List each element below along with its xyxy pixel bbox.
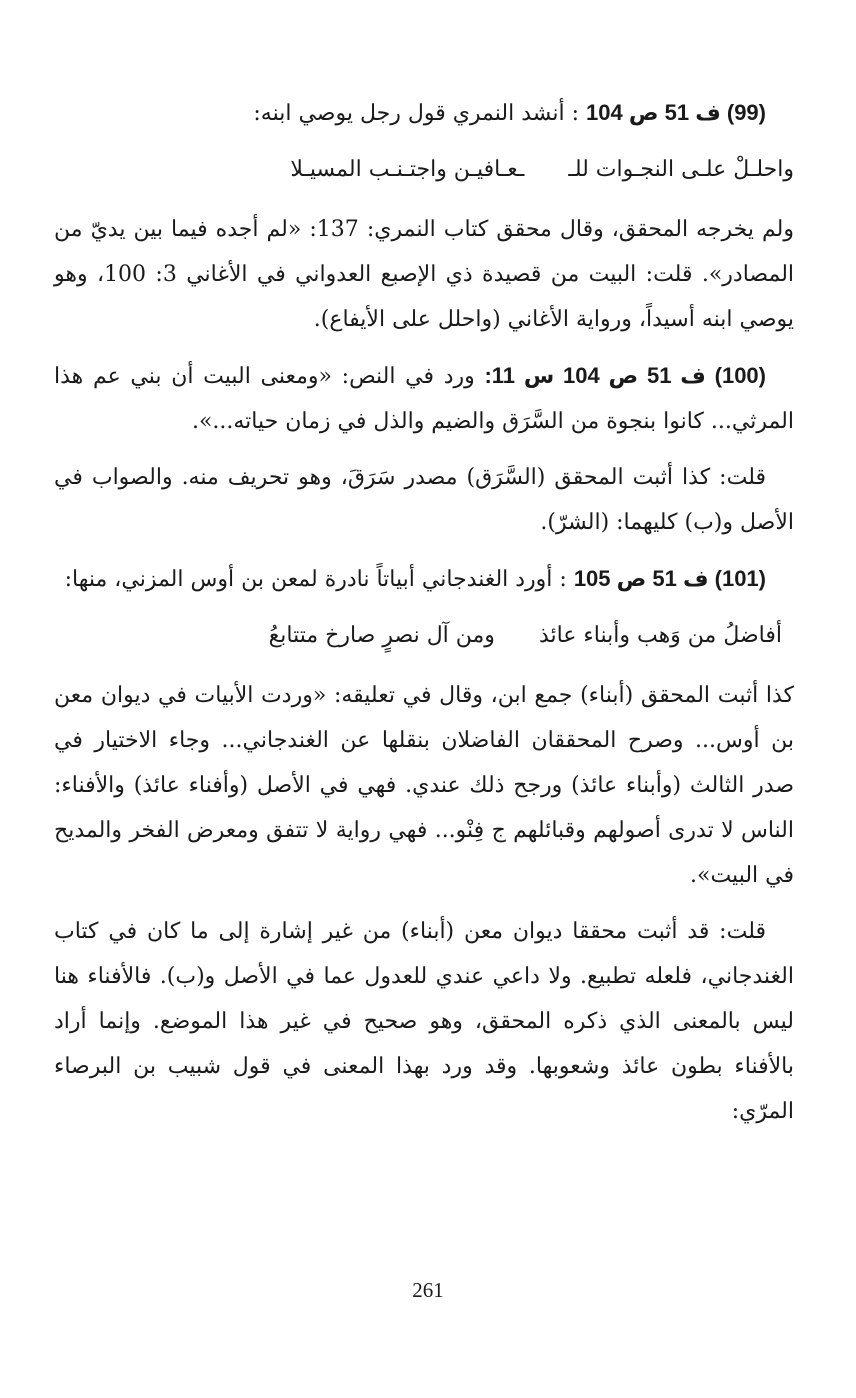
note-99-verse-first-hemistich: واحلـلْ علـى النجـوات للـ [568, 157, 794, 182]
note-99-ref: (99) ف 51 ص 104 [586, 100, 766, 125]
page-body [54, 90, 794, 1145]
note-100-heading [54, 353, 794, 444]
note-101-heading [54, 556, 794, 602]
hemistich-gap [495, 613, 539, 658]
note-99-verse [54, 147, 794, 192]
note-100-ref: (100) ف 51 ص 104 س 11: [484, 363, 766, 388]
note-101-ref: (101) ف 51 ص 105 [573, 566, 766, 591]
note-100-intro: ورد في النص: «ومعنى البيت أن بني عم هذا المرثي... كانوا بنجوة من السَّرَق والضيم والذل في زمان حياته...». [54, 364, 794, 434]
note-101-verse-first-hemistich: أفاضلُ من وَهب وأبناء عائذ [538, 623, 782, 648]
note-99-heading [54, 90, 794, 136]
page-number: 261 [412, 1278, 444, 1302]
note-100-body: قلت: كذا أثبت المحقق (السَّرَق) مصدر سَرَقَ، وهو تحريف منه. والصواب في الأصل و(ب) كليهما: (الشرّ). [54, 465, 794, 535]
note-99-verse-second-hemistich: ـعـافيـن واجتـنـب المسيـلا [290, 157, 525, 182]
note-99-intro: : أنشد النمري قول رجل يوصي ابنه: [253, 101, 587, 126]
note-101-intro: : أورد الغندجاني أبياتاً نادرة لمعن بن أوس المزني، منها: [64, 567, 574, 592]
note-101-verse [54, 613, 794, 658]
note-99-body: ولم يخرجه المحقق، وقال محقق كتاب النمري: 137: «لم أجده فيما بين يديّ من المصادر». قلت: البيت من قصيدة ذي الإصبع العدواني في الأغاني 3: 100، وهو يوصي ابنه أسيداً، ورواية الأغاني (واحلل على الأيفاع). [54, 217, 795, 332]
note-101-body-continued: قلت: قد أثبت محققا ديوان معن (أبناء) من غير إشارة إلى ما كان في كتاب الغندجاني، فلعله تطبيع. ولا داعي عندي للعدول عما في الأصل و(ب). فالأفناء هنا ليس بالمعنى الذي ذكره المحقق، وهو صحيح في غير هذا الموضع. وإنما أراد بالأفناء بطون عائذ وشعوبها. وقد ورد بهذا المعنى في قول شبيب بن البرصاء المرّي: [54, 919, 794, 1124]
hemistich-gap [524, 147, 568, 192]
note-101-body: كذا أثبت المحقق (أبناء) جمع ابن، وقال في تعليقه: «وردت الأبيات في ديوان معن بن أوس... وصرح المحققان الفاضلان بنقلها عن الغندجاني... وجاء الاختيار في صدر الثالث (وأبناء عائذ) ورجح ذلك عندي. فهي في الأصل (وأفناء عائذ) والأفناء: الناس لا تدرى أصولهم وقبائلهم ج فِنْو... فهي رواية لا تتفق ومعرض الفخر والمديح في البيت». [54, 683, 795, 888]
note-101-verse-second-hemistich: ومن آل نصرٍ صارخ متتابعُ [268, 623, 495, 648]
